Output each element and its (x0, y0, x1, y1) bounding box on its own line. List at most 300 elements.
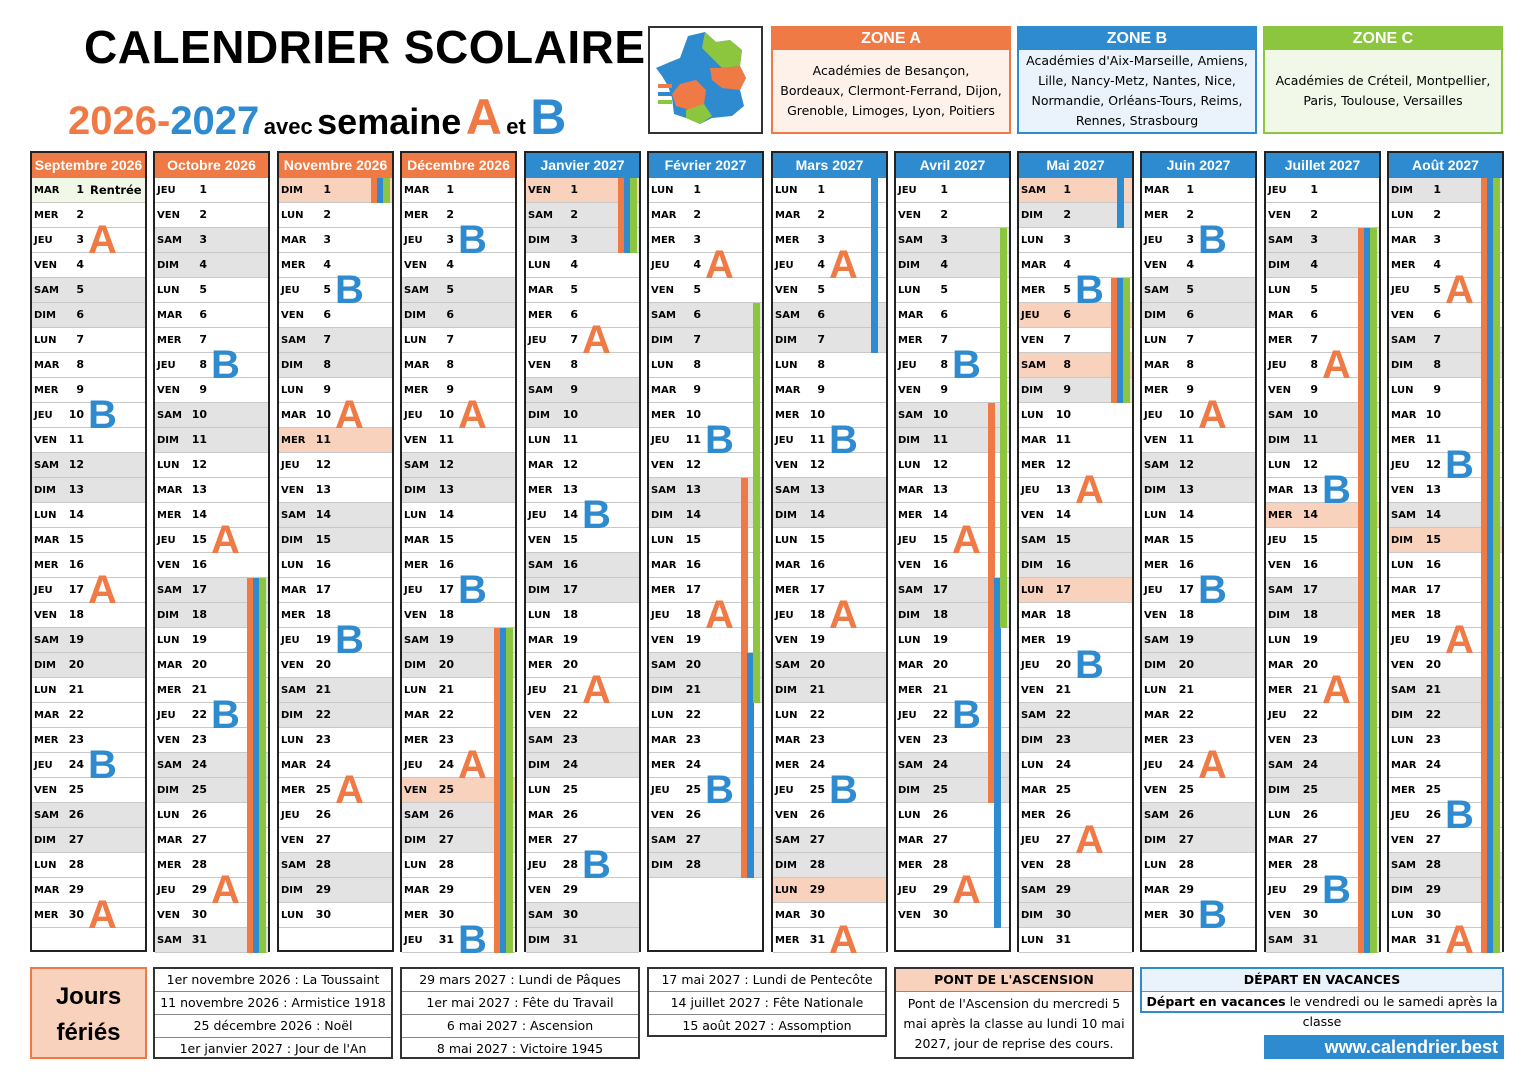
day-row (526, 403, 639, 428)
day-row (526, 728, 639, 753)
day-number: 25 (932, 783, 948, 796)
day-row (279, 828, 392, 853)
day-number: 5 (199, 283, 207, 296)
day-name: MER (775, 585, 800, 596)
day-name: VEN (528, 535, 551, 546)
day-name: MAR (281, 410, 307, 421)
day-row (1019, 903, 1132, 928)
day-number: 11 (68, 433, 84, 446)
day-number: 6 (446, 308, 454, 321)
day-name: MAR (651, 560, 677, 571)
day-number: 16 (1178, 558, 1194, 571)
week-letter-a: A (211, 518, 240, 562)
day-row (155, 253, 268, 278)
day-row (1266, 178, 1379, 203)
day-number: 26 (1178, 808, 1194, 821)
day-number: 1 (323, 183, 331, 196)
day-name: SAM (157, 585, 182, 596)
day-row (773, 303, 886, 328)
day-name: LUN (1268, 460, 1291, 471)
day-number: 9 (570, 383, 578, 396)
pont-title: PONT DE L'ASCENSION (896, 969, 1132, 992)
day-name: VEN (34, 785, 57, 796)
day-name: JEU (281, 810, 300, 821)
week-letter-a: A (211, 868, 240, 912)
month-header: Février 2027 (649, 153, 762, 178)
week-letter-b: B (211, 693, 240, 737)
day-number: 14 (68, 508, 84, 521)
day-number: 13 (1178, 483, 1194, 496)
day-row (773, 328, 886, 353)
day-number: 2 (940, 208, 948, 221)
day-number: 21 (1055, 683, 1071, 696)
day-number: 27 (315, 833, 331, 846)
day-name: MER (1021, 285, 1046, 296)
day-name: VEN (157, 560, 180, 571)
day-name: LUN (1268, 810, 1291, 821)
day-number: 18 (932, 608, 948, 621)
day-number: 21 (191, 683, 207, 696)
day-number: 4 (1063, 258, 1071, 271)
day-number: 17 (809, 583, 825, 596)
day-number: 13 (438, 483, 454, 496)
day-name: JEU (898, 710, 917, 721)
day-name: LUN (528, 785, 551, 796)
zone-academies: Académies de Créteil, Montpellier, Paris, Toulouse, Versailles (1275, 73, 1491, 108)
day-number: 10 (315, 408, 331, 421)
day-row (773, 353, 886, 378)
day-number: 13 (191, 483, 207, 496)
day-name: LUN (775, 885, 798, 896)
day-number: 9 (199, 383, 207, 396)
day-name: LUN (1391, 385, 1414, 396)
day-number: 3 (199, 233, 207, 246)
day-number: 7 (76, 333, 84, 346)
day-number: 7 (1186, 333, 1194, 346)
page-title: CALENDRIER SCOLAIRE (84, 21, 646, 73)
day-name: MAR (157, 835, 183, 846)
day-name: MAR (1021, 260, 1047, 271)
day-name: MER (404, 560, 429, 571)
day-name: VEN (1144, 610, 1167, 621)
jour-ferie: 29 mars 2027 : Lundi de Pâques (402, 969, 638, 992)
day-name: JEU (528, 685, 547, 696)
day-row (526, 628, 639, 653)
day-number: 20 (562, 658, 578, 671)
week-letter-a: A (952, 868, 981, 912)
day-name: JEU (898, 885, 917, 896)
day-number: 30 (68, 908, 84, 921)
day-name: MER (34, 560, 59, 571)
day-number: 6 (1433, 308, 1441, 321)
day-name: DIM (1021, 385, 1043, 396)
day-name: VEN (281, 485, 304, 496)
day-name: LUN (528, 610, 551, 621)
day-row (896, 203, 1009, 228)
day-name: VEN (281, 835, 304, 846)
day-name: JEU (651, 260, 670, 271)
week-letter-b: B (1445, 443, 1474, 487)
day-number: 24 (685, 758, 701, 771)
week-letter-b: B (1198, 568, 1227, 612)
day-name: MER (1391, 260, 1416, 271)
day-number: 13 (1425, 483, 1441, 496)
day-row (526, 453, 639, 478)
day-number: 24 (1178, 758, 1194, 771)
day-name: JEU (1144, 585, 1163, 596)
jour-ferie: 1er mai 2027 : Fête du Travail (402, 992, 638, 1015)
day-row (896, 803, 1009, 828)
day-name: DIM (775, 860, 797, 871)
day-name: LUN (528, 435, 551, 446)
day-name: SAM (281, 335, 306, 346)
day-number: 25 (315, 783, 331, 796)
day-row (896, 228, 1009, 253)
day-number: 9 (1186, 383, 1194, 396)
week-letter-a: A (829, 243, 858, 287)
day-name: LUN (157, 285, 180, 296)
day-name: MER (1268, 860, 1293, 871)
day-name: SAM (898, 410, 923, 421)
day-name: VEN (1021, 335, 1044, 346)
day-name: DIM (1391, 885, 1413, 896)
day-name: MER (1391, 435, 1416, 446)
day-name: SAM (281, 685, 306, 696)
day-row (279, 878, 392, 903)
day-name: LUN (775, 185, 798, 196)
day-row (1019, 578, 1132, 603)
day-number: 14 (191, 508, 207, 521)
day-row (773, 478, 886, 503)
week-letter-b: B (88, 393, 117, 437)
day-name: LUN (281, 735, 304, 746)
week-letter-a: A (1075, 468, 1104, 512)
day-row (279, 203, 392, 228)
day-name: MER (1021, 635, 1046, 646)
day-name: MER (1391, 785, 1416, 796)
jours-feries-list (400, 967, 640, 1059)
day-name: DIM (1021, 910, 1043, 921)
day-name: DIM (775, 685, 797, 696)
day-number: 3 (323, 233, 331, 246)
day-name: MER (1268, 335, 1293, 346)
day-name: MAR (775, 210, 801, 221)
day-name: MER (898, 860, 923, 871)
day-name: MAR (898, 660, 924, 671)
day-number: 24 (191, 758, 207, 771)
day-number: 24 (438, 758, 454, 771)
week-letter-a: A (829, 593, 858, 637)
day-number: 29 (315, 883, 331, 896)
day-name: SAM (1021, 710, 1046, 721)
day-number: 17 (1055, 583, 1071, 596)
day-name: SAM (1144, 285, 1169, 296)
day-number: 10 (1302, 408, 1318, 421)
day-name: VEN (1268, 735, 1291, 746)
day-number: 11 (1425, 433, 1441, 446)
day-number: 8 (817, 358, 825, 371)
day-name: MAR (1391, 410, 1417, 421)
day-row (526, 803, 639, 828)
day-number: 21 (1302, 683, 1318, 696)
day-number: 3 (940, 233, 948, 246)
day-name: DIM (157, 610, 179, 621)
day-name: LUN (898, 635, 921, 646)
day-name: DIM (1268, 260, 1290, 271)
day-name: JEU (34, 760, 53, 771)
week-letter-b: B (1198, 893, 1227, 937)
day-number: 31 (438, 933, 454, 946)
day-name: LUN (1268, 285, 1291, 296)
day-number: 18 (1302, 608, 1318, 621)
day-number: 15 (1055, 533, 1071, 546)
day-name: DIM (1021, 560, 1043, 571)
week-letter-b: B (88, 743, 117, 787)
month-1 (30, 151, 147, 952)
day-number: 23 (68, 733, 84, 746)
day-row (1019, 553, 1132, 578)
day-number: 27 (1302, 833, 1318, 846)
day-name: MER (651, 585, 676, 596)
day-name: LUN (34, 685, 57, 696)
day-name: VEN (1391, 835, 1414, 846)
day-number: 19 (1178, 633, 1194, 646)
day-number: 10 (562, 408, 578, 421)
day-number: 18 (1178, 608, 1194, 621)
day-name: JEU (1391, 460, 1410, 471)
day-name: MER (34, 910, 59, 921)
day-number: 19 (562, 633, 578, 646)
day-number: 6 (817, 308, 825, 321)
day-number: 26 (1425, 808, 1441, 821)
day-name: DIM (281, 710, 303, 721)
day-number: 3 (1063, 233, 1071, 246)
day-number: 26 (191, 808, 207, 821)
week-letter-b: B (458, 918, 487, 962)
day-number: 21 (685, 683, 701, 696)
day-number: 16 (562, 558, 578, 571)
week-letter-a: A (335, 768, 364, 812)
day-name: SAM (1391, 335, 1416, 346)
day-name: MAR (157, 310, 183, 321)
day-number: 19 (932, 633, 948, 646)
month-header: Octobre 2026 (155, 153, 268, 178)
day-number: 17 (685, 583, 701, 596)
day-name: DIM (1144, 485, 1166, 496)
day-name: MER (528, 310, 553, 321)
day-name: DIM (651, 860, 673, 871)
day-number: 4 (323, 258, 331, 271)
day-name: MER (651, 410, 676, 421)
day-number: 9 (1063, 383, 1071, 396)
day-row (526, 753, 639, 778)
day-name: MER (775, 410, 800, 421)
day-number: 7 (323, 333, 331, 346)
week-letter-b: B (458, 218, 487, 262)
day-number: 12 (191, 458, 207, 471)
day-name: LUN (1391, 210, 1414, 221)
day-name: LUN (651, 710, 674, 721)
day-row (773, 878, 886, 903)
day-name: LUN (404, 335, 427, 346)
day-number: 11 (1302, 433, 1318, 446)
month-header: Juin 2027 (1142, 153, 1255, 178)
day-number: 27 (685, 833, 701, 846)
day-number: 7 (1433, 333, 1441, 346)
day-number: 14 (1055, 508, 1071, 521)
day-number: 31 (1055, 933, 1071, 946)
day-row (526, 778, 639, 803)
day-row (526, 603, 639, 628)
website-link[interactable]: www.calendrier.best (1264, 1035, 1504, 1059)
day-number: 26 (315, 808, 331, 821)
day-name: SAM (1144, 810, 1169, 821)
month-5 (524, 151, 641, 952)
day-number: 9 (446, 383, 454, 396)
day-name: MAR (404, 185, 430, 196)
day-number: 19 (68, 633, 84, 646)
day-number: 15 (315, 533, 331, 546)
day-number: 21 (1178, 683, 1194, 696)
day-name: SAM (775, 660, 800, 671)
day-name: MAR (34, 710, 60, 721)
day-number: 26 (932, 808, 948, 821)
week-letter-b: B (952, 343, 981, 387)
day-number: 6 (76, 308, 84, 321)
day-name: MER (281, 260, 306, 271)
day-number: 30 (191, 908, 207, 921)
day-number: 2 (1433, 208, 1441, 221)
day-name: JEU (1021, 835, 1040, 846)
day-name: MER (1268, 510, 1293, 521)
day-name: MAR (1144, 535, 1170, 546)
day-name: DIM (404, 310, 426, 321)
day-name: LUN (404, 860, 427, 871)
day-name: MER (157, 510, 182, 521)
zone-title: ZONE B (1019, 28, 1255, 50)
day-name: MAR (775, 910, 801, 921)
vacation-bar-zone-c (630, 178, 637, 253)
day-row (1266, 203, 1379, 228)
day-name: DIM (157, 785, 179, 796)
day-name: LUN (775, 360, 798, 371)
day-name: JEU (651, 435, 670, 446)
day-number: 5 (693, 283, 701, 296)
day-row (32, 303, 145, 328)
day-number: 1 (817, 183, 825, 196)
day-name: JEU (34, 410, 53, 421)
day-number: 25 (685, 783, 701, 796)
day-name: VEN (281, 310, 304, 321)
day-number: 13 (685, 483, 701, 496)
day-name: JEU (404, 235, 423, 246)
day-name: VEN (404, 610, 427, 621)
day-name: LUN (281, 910, 304, 921)
day-number: 8 (570, 358, 578, 371)
day-row (649, 303, 762, 328)
day-name: SAM (528, 385, 553, 396)
day-number: 31 (191, 933, 207, 946)
day-number: 14 (809, 508, 825, 521)
day-number: 24 (315, 758, 331, 771)
day-name: MAR (1144, 360, 1170, 371)
day-number: 21 (438, 683, 454, 696)
day-name: MAR (898, 310, 924, 321)
day-name: SAM (1021, 360, 1046, 371)
day-number: 6 (693, 308, 701, 321)
day-number: 24 (809, 758, 825, 771)
day-row (1142, 303, 1255, 328)
day-name: VEN (651, 460, 674, 471)
day-name: MAR (34, 535, 60, 546)
day-name: SAM (1391, 860, 1416, 871)
day-name: MER (1391, 610, 1416, 621)
day-row (1019, 878, 1132, 903)
day-number: 18 (438, 608, 454, 621)
day-number: 4 (1310, 258, 1318, 271)
week-letter-a: A (1322, 668, 1351, 712)
day-row (649, 178, 762, 203)
day-name: VEN (1391, 310, 1414, 321)
day-number: 28 (809, 858, 825, 871)
day-name: LUN (898, 810, 921, 821)
day-number: 23 (1178, 733, 1194, 746)
day-number: 13 (809, 483, 825, 496)
day-number: 8 (1433, 358, 1441, 371)
day-number: 12 (438, 458, 454, 471)
day-number: 3 (1310, 233, 1318, 246)
day-number: 11 (685, 433, 701, 446)
vacation-bar-zone-c (259, 578, 266, 953)
day-number: 4 (1186, 258, 1194, 271)
day-name: DIM (404, 835, 426, 846)
week-letter-b: B (1322, 868, 1351, 912)
day-name: VEN (1144, 435, 1167, 446)
jour-ferie: 17 mai 2027 : Lundi de Pentecôte (649, 969, 885, 992)
day-row (773, 828, 886, 853)
day-name: LUN (651, 535, 674, 546)
day-name: LUN (1144, 335, 1167, 346)
day-name: SAM (1391, 510, 1416, 521)
day-row (32, 828, 145, 853)
day-row (155, 453, 268, 478)
day-name: MER (1144, 910, 1169, 921)
day-row (402, 178, 515, 203)
day-number: 2 (76, 208, 84, 221)
day-row (1142, 803, 1255, 828)
day-name: DIM (34, 485, 56, 496)
day-number: 13 (1302, 483, 1318, 496)
day-number: 21 (315, 683, 331, 696)
week-letter-a: A (1075, 818, 1104, 862)
week-letter-b: B (1445, 793, 1474, 837)
day-number: 1 (446, 183, 454, 196)
day-name: MAR (775, 385, 801, 396)
day-number: 3 (693, 233, 701, 246)
day-number: 6 (323, 308, 331, 321)
day-name: DIM (1144, 310, 1166, 321)
week-letter-a: A (1198, 393, 1227, 437)
day-name: MAR (528, 460, 554, 471)
day-name: JEU (404, 935, 423, 946)
week-letter-b: B (705, 768, 734, 812)
day-number: 15 (438, 533, 454, 546)
day-row (526, 903, 639, 928)
month-header: Avril 2027 (896, 153, 1009, 178)
day-name: VEN (1268, 210, 1291, 221)
day-number: 19 (1302, 633, 1318, 646)
day-name: MAR (775, 735, 801, 746)
